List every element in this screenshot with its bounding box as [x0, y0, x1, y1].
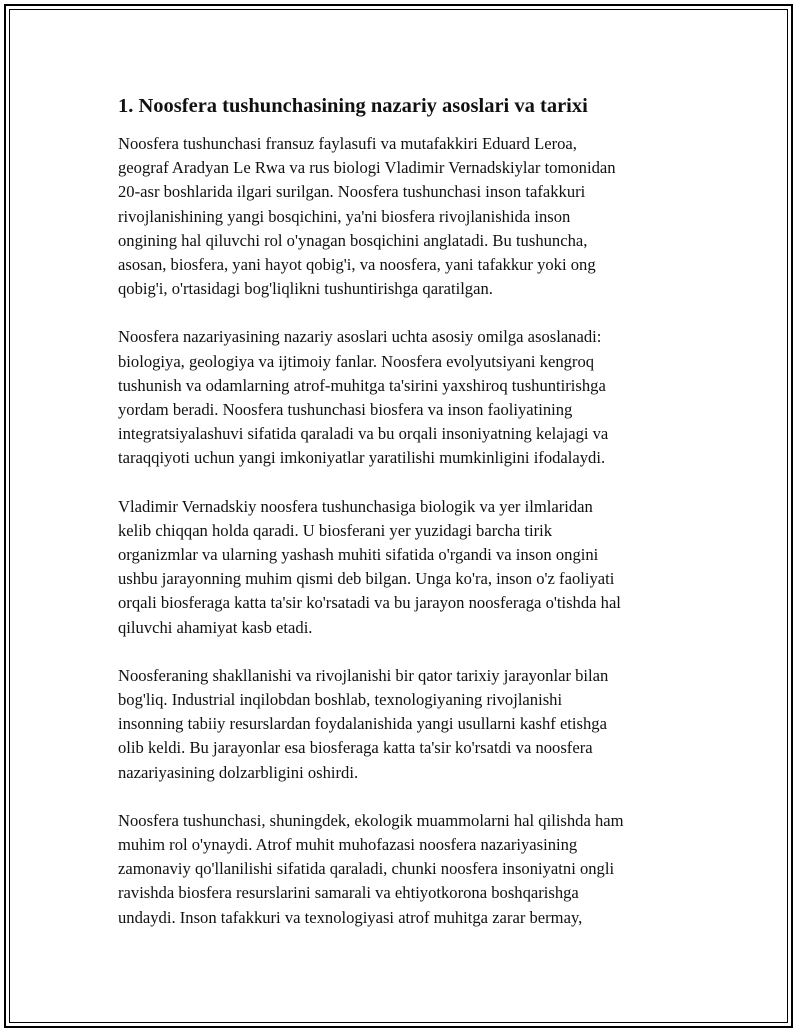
paragraph-3: Vladimir Vernadskiy noosfera tushunchasiga biologik va yer ilmlaridan kelib chiqqan holda qaradi. U biosferani yer yuzidagi barcha tirik organizmlar va ularning yashash muhiti sifatida o'rgandi va inson ongini ushbu jarayonning muhim qismi deb bilgan. Unga ko'ra, inson o'z faoliyati orqali biosferaga katta ta'sir ko'rsatadi va bu jarayon noosferaga o'tishda hal qiluvchi ahamiyat kasb etadi.: [118, 496, 621, 637]
paragraph-2: Noosfera nazariyasining nazariy asoslari uchta asosiy omilga asoslanadi: biologiya, geologiya va ijtimoiy fanlar. Noosfera evolyutsiyani kengroq tushunish va odamlarning atrof-muhitga ta'sirini yaxshiroq tushuntirishga yordam beradi. Noosfera tushunchasi biosfera va inson faoliyatining integratsiyalashuvi sifatida qaraladi va bu orqali insoniyatning kelajagi va taraqqiyoti uchun yangi imkoniyatlar yaratilishi mumkinligini ifodalaydi.: [118, 327, 609, 468]
section-heading: 1. Noosfera tushunchasining nazariy asoslari va tarixi: [118, 95, 588, 117]
paragraph-4: Noosferaning shakllanishi va rivojlanishi bir qator tarixiy jarayonlar bilan bog'liq. Industrial inqilobdan boshlab, texnologiyaning rivojlanishi insonning tabiiy resurslardan foydalanishida yangi usullarni kashf etishga olib keldi. Bu jarayonlar esa biosferaga katta ta'sir ko'rsatdi va noosfera nazariyasining dolzarbligini oshirdi.: [118, 665, 609, 782]
paragraph-1: Noosfera tushunchasi fransuz faylasufi va mutafakkiri Eduard Leroa, geograf Aradyan Le Rwa va rus biologi Vladimir Vernadskiylar tomonidan 20-asr boshlarida ilgari surilgan. Noosfera tushunchasi inson tafakkuri rivojlanishining yangi bosqichini, ya'ni biosfera rivojlanishida inson ongining hal qiluvchi rol o'ynagan bosqichini anglatadi. Bu tushuncha, asosan, biosfera, yani hayot qobig'i, va noosfera, yani tafakkur yoki ong qobig'i, o'rtasidagi bog'liqlikni tushuntirishga qaratilgan.: [118, 134, 616, 299]
document-body: [118, 92, 688, 954]
paragraph-5: Noosfera tushunchasi, shuningdek, ekologik muammolarni hal qilishda ham muhim rol o'ynaydi. Atrof muhit muhofazasi noosfera nazariyasining zamonaviy qo'llanilishi sifatida qaraladi, chunki noosfera insoniyatni ongli ravishda biosfera resurslarini samarali va ehtiyotkorona boshqarishga undaydi. Inson tafakkuri va texnologiyasi atrof muhitga zarar bermay,: [118, 810, 624, 927]
